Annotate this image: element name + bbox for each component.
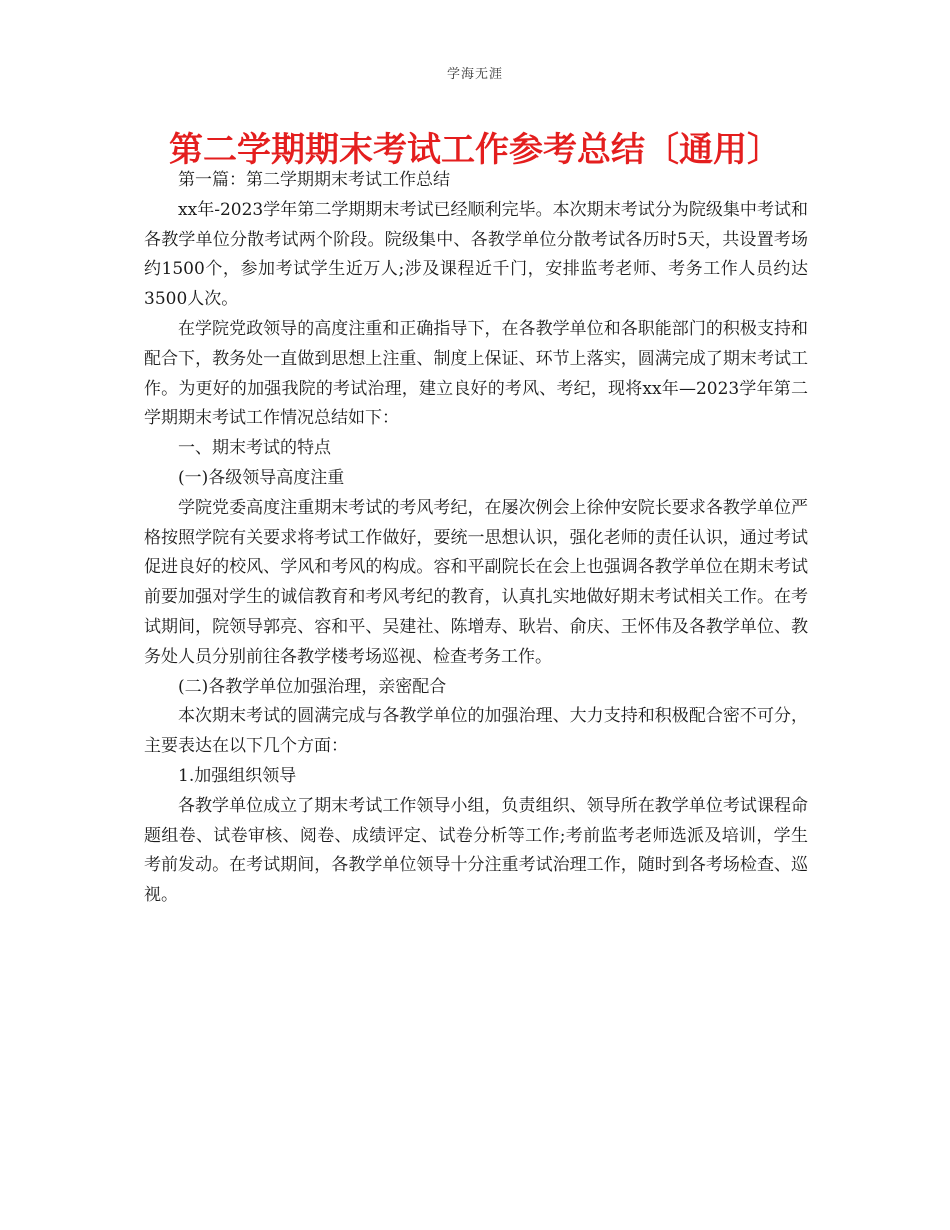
paragraph: 各教学单位成立了期末考试工作领导小组，负责组织、领导所在教学单位考试课程命题组卷、试卷审核、阅卷、成绩评定、试卷分析等工作;考前监考老师选派及培训，学生考前发动。在考试期间，各教学单位领导十分注重考试治理工作，随时到各考场检查、巡视。 <box>144 795 808 906</box>
paragraph: 学院党委高度注重期末考试的考风考纪，在屡次例会上徐仲安院长要求各教学单位严格按照学院有关要求将考试工作做好，要统一思想认识，强化老师的责任认识，通过考试促进良好的校风、学风和考风的构成。容和平副院长在会上也强调各教学单位在期末考试前要加强对学生的诚信教育和考风考纪的教育，认真扎实地做好期末考试相关工作。在考试期间，院领导郭亮、容和平、吴建社、陈增寿、耿岩、俞庆、王怀伟及各教学单位、教务处人员分别前往各教学楼考场巡视、检查考务工作。 <box>144 497 808 667</box>
document-body <box>144 166 808 911</box>
paragraph: 本次期末考试的圆满完成与各教学单位的加强治理、大力支持和积极配合密不可分，主要表达在以下几个方面： <box>144 706 808 757</box>
paragraph: xx年-2023学年第二学期期末考试已经顺利完毕。本次期末考试分为院级集中考试和各教学单位分散考试两个阶段。院级集中、各教学单位分散考试各历时5天，共设置考场约1500个，参加考试学生近万人;涉及课程近千门，安排监考老师、考务工作人员约达3500人次。 <box>144 199 808 310</box>
document-title: 第二学期期末考试工作参考总结〔通用〕 <box>169 130 781 170</box>
subsection-heading: (一)各级领导高度注重 <box>178 467 345 488</box>
section-heading: 一、期末考试的特点 <box>178 438 331 459</box>
subsection-heading: 1.加强组织领导 <box>178 765 297 786</box>
section-heading: 第一篇：第二学期期末考试工作总结 <box>178 170 450 190</box>
page-header: 学海无涯 <box>446 67 503 82</box>
paragraph: 在学院党政领导的高度注重和正确指导下，在各教学单位和各职能部门的积极支持和配合下，教务处一直做到思想上注重、制度上保证、环节上落实，圆满完成了期末考试工作。为更好的加强我院的考试治理，建立良好的考风、考纪，现将xx年—2023学年第二学期期末考试工作情况总结如下： <box>144 318 808 429</box>
subsection-heading: (二)各教学单位加强治理，亲密配合 <box>178 676 447 697</box>
